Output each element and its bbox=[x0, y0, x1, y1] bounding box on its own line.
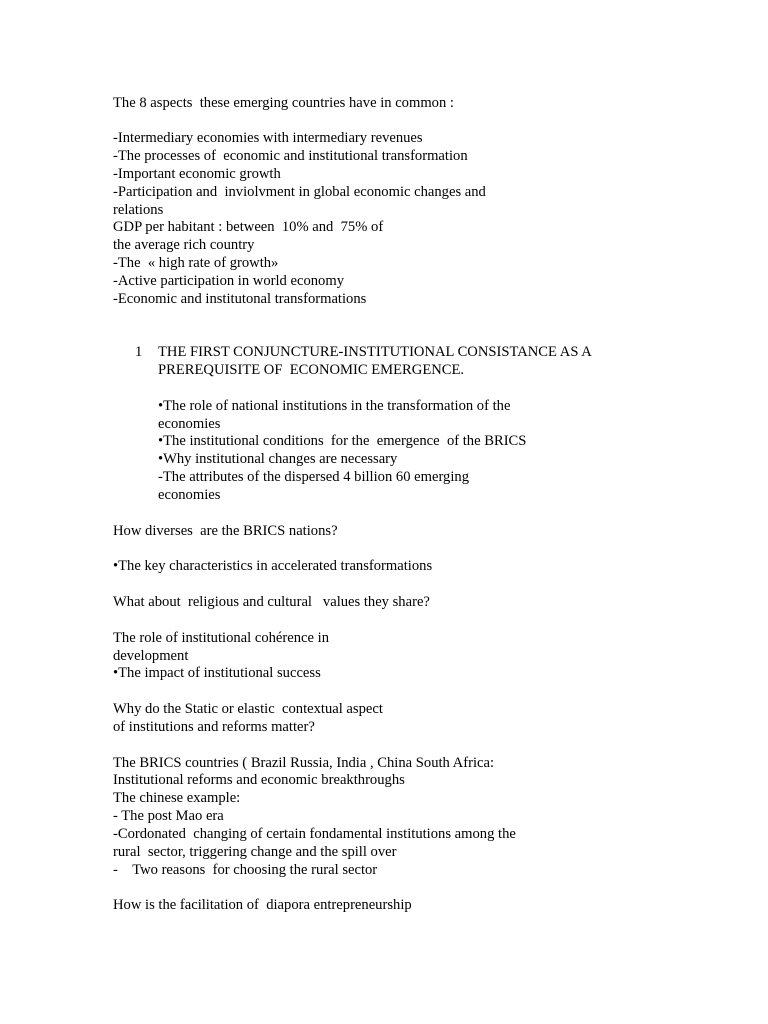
question-diaspora: How is the facilitation of diapora entrepreneurship bbox=[113, 897, 412, 913]
brics-line: -Cordonated changing of certain fondamental institutions among the bbox=[113, 826, 516, 842]
aspect-line: -Important economic growth bbox=[113, 166, 281, 182]
key-characteristics: •The key characteristics in accelerated transformations bbox=[113, 558, 433, 574]
section-bullet: -The attributes of the dispersed 4 billion 60 emerging bbox=[158, 469, 469, 485]
coherence-line: development bbox=[113, 648, 189, 664]
aspect-line: the average rich country bbox=[113, 237, 255, 253]
aspect-line: -Economic and institutonal transformations bbox=[113, 291, 367, 307]
aspect-line: -Participation and inviolvment in global economic changes and bbox=[113, 184, 486, 200]
section-bullet: •The role of national institutions in the transformation of the bbox=[158, 398, 511, 414]
brics-line: Institutional reforms and economic breakthroughs bbox=[113, 772, 405, 788]
section-bullet: economies bbox=[158, 487, 221, 503]
coherence-line: The role of institutional cohérence in bbox=[113, 630, 329, 646]
question-static-elastic: of institutions and reforms matter? bbox=[113, 719, 315, 735]
aspect-line: -The processes of economic and institutional transformation bbox=[113, 148, 468, 164]
section-number: 1 bbox=[135, 344, 143, 360]
question-diversity: How diverses are the BRICS nations? bbox=[113, 523, 338, 539]
brics-line: The chinese example: bbox=[113, 790, 241, 806]
brics-line: rural sector, triggering change and the spill over bbox=[113, 844, 397, 860]
section-bullet: •Why institutional changes are necessary bbox=[158, 451, 398, 467]
aspect-line: relations bbox=[113, 202, 164, 218]
aspect-line: -Active participation in world economy bbox=[113, 273, 344, 289]
coherence-line: •The impact of institutional success bbox=[113, 665, 321, 681]
brics-line: - Two reasons for choosing the rural sector bbox=[113, 862, 378, 878]
section-title-continued: PREREQUISITE OF ECONOMIC EMERGENCE. bbox=[158, 362, 465, 378]
section-title: THE FIRST CONJUNCTURE-INSTITUTIONAL CONSISTANCE AS A bbox=[158, 344, 592, 360]
question-static-elastic: Why do the Static or elastic contextual aspect bbox=[113, 701, 383, 717]
aspect-line: -The « high rate of growth» bbox=[113, 255, 279, 271]
section-bullet: economies bbox=[158, 416, 221, 432]
aspect-line: GDP per habitant : between 10% and 75% of bbox=[113, 219, 384, 235]
question-religious-cultural: What about religious and cultural values they share? bbox=[113, 594, 430, 610]
brics-line: - The post Mao era bbox=[113, 808, 224, 824]
document-heading: The 8 aspects these emerging countries have in common : bbox=[113, 95, 454, 111]
aspect-line: -Intermediary economies with intermediary revenues bbox=[113, 130, 423, 146]
section-bullet: •The institutional conditions for the emergence of the BRICS bbox=[158, 433, 527, 449]
brics-line: The BRICS countries ( Brazil Russia, India , China South Africa: bbox=[113, 755, 495, 771]
